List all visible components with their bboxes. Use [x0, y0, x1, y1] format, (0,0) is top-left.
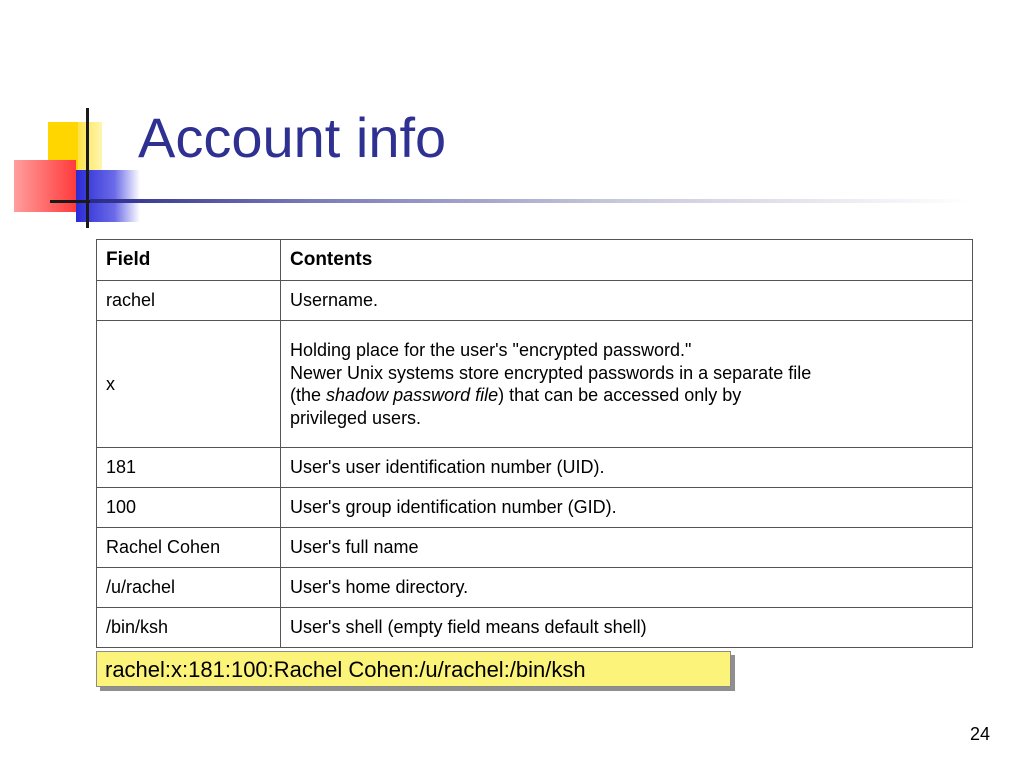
table-row: [97, 568, 973, 608]
contents-line-prefix: (the: [290, 385, 327, 405]
logo-yellow-gradient: [78, 122, 102, 174]
header-field: Field: [97, 240, 281, 281]
contents-line: privileged users.: [290, 407, 422, 428]
passwd-record-text: rachel:x:181:100:Rachel Cohen:/u/rachel:/bin/ksh: [105, 657, 586, 682]
contents-cell: User's shell (empty field means default shell): [281, 608, 973, 648]
logo-red-square: [14, 160, 76, 212]
logo-vertical-line: [86, 108, 89, 228]
header-contents: Contents: [281, 240, 973, 281]
account-fields-table: [96, 239, 973, 648]
contents-cell: User's user identification number (UID).: [281, 448, 973, 488]
contents-cell: Username.: [281, 281, 973, 321]
field-cell: 100: [97, 488, 281, 528]
slide-logo-decoration: [0, 100, 140, 230]
field-cell: x: [97, 321, 281, 448]
title-underline: [90, 199, 970, 203]
table-row: [97, 281, 973, 321]
contents-cell: User's full name: [281, 528, 973, 568]
field-cell: /u/rachel: [97, 568, 281, 608]
field-cell: /bin/ksh: [97, 608, 281, 648]
field-cell: rachel: [97, 281, 281, 321]
table-row: [97, 448, 973, 488]
slide-title: Account info: [138, 106, 447, 169]
passwd-record-box: [96, 651, 731, 687]
contents-cell: User's group identification number (GID).: [281, 488, 973, 528]
contents-cell: [281, 321, 973, 448]
table-row: [97, 321, 973, 448]
table-row: [97, 488, 973, 528]
contents-line-italic: shadow password file: [326, 385, 499, 405]
contents-cell: User's home directory.: [281, 568, 973, 608]
table-row: [97, 608, 973, 648]
table-header-row: [97, 240, 973, 281]
table-row: [97, 528, 973, 568]
contents-line: Newer Unix systems store encrypted passwords in a separate file: [290, 362, 812, 383]
field-cell: Rachel Cohen: [97, 528, 281, 568]
contents-line: Holding place for the user's "encrypted password.": [290, 340, 692, 360]
page-number: 24: [969, 724, 990, 744]
field-cell: 181: [97, 448, 281, 488]
contents-line-suffix: ) that can be accessed only by: [498, 385, 742, 405]
